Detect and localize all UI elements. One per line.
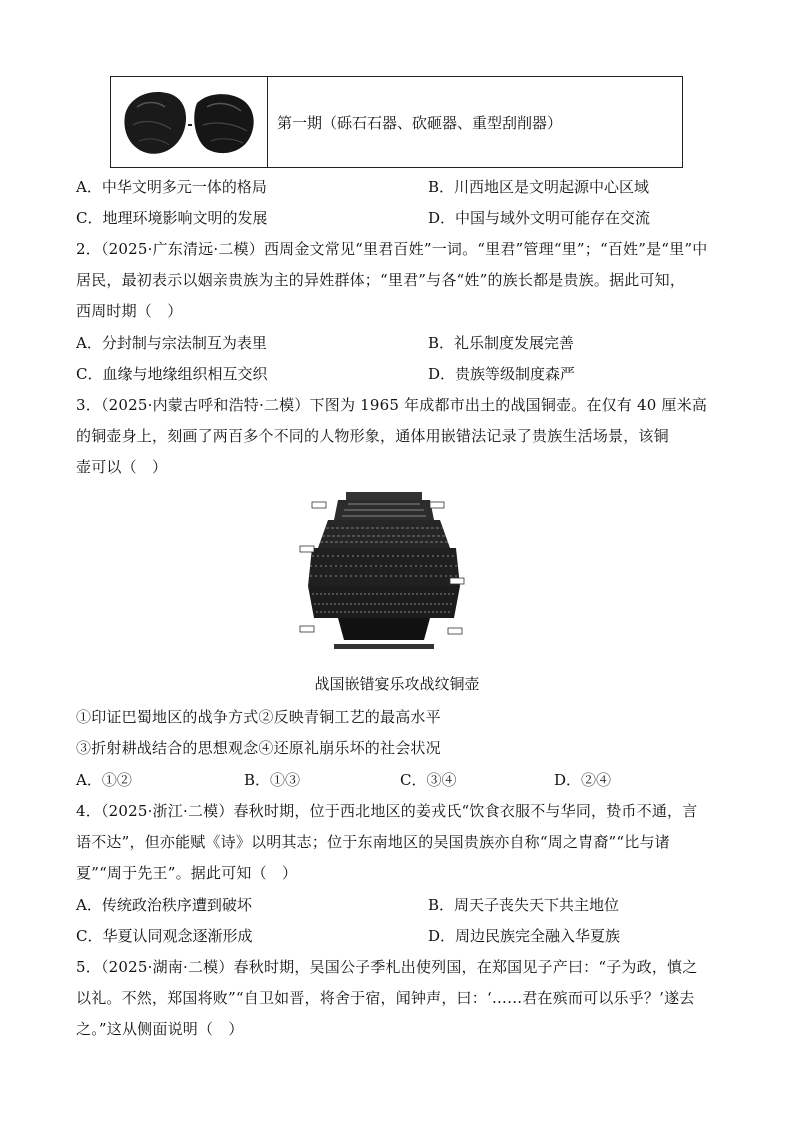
q3-stem-line2: 的铜壶身上，刻画了两百多个不同的人物形象，通体用嵌错法记录了贵族生活场景，该铜: [76, 427, 669, 445]
q3-items-line1: ①印证巴蜀地区的战争方式②反映青铜工艺的最高水平: [76, 708, 441, 726]
q5-stem-line2: 以礼。不然，郑国将败”“自卫如晋，将舍于宿，闻钟声，曰：‘……君在殡而可以乐乎？’遂去: [76, 989, 695, 1007]
q2-option-a[interactable]: A．分封制与宗法制互为表里: [76, 334, 267, 352]
stone-tool-image: [119, 85, 259, 159]
q1-option-b[interactable]: B．川西地区是文明起源中心区域: [428, 178, 650, 196]
q2-option-b[interactable]: B．礼乐制度发展完善: [428, 334, 575, 352]
figure-caption: 战国嵌错宴乐攻战纹铜壶: [314, 675, 480, 693]
q2-option-c[interactable]: C．血缘与地缘组织相互交织: [76, 365, 268, 383]
q2-stem-line2: 居民，最初表示以姻亲贵族为主的异姓群体；“里君”与各“姓”的族长都是贵族。据此可知，: [76, 271, 686, 289]
stone-tool-table: [110, 76, 683, 168]
q4-option-b[interactable]: B．周天子丧失天下共主地位: [428, 896, 620, 914]
q2-stem-line1: 2．（2025·广东清远·二模）西周金文常见“里君百姓”一词。“里君”管理“里”；“百姓”是“里”中: [76, 240, 708, 258]
q3-stem-line3: 壶可以（ ）: [76, 458, 168, 476]
q2-option-d[interactable]: D．贵族等级制度森严: [428, 365, 576, 383]
q4-stem-line1: 4．（2025·浙江·二模）春秋时期，位于西北地区的姜戎氏“饮食衣服不与华同，贽币不通，言: [76, 802, 698, 820]
q4-option-a[interactable]: A．传统政治秩序遭到破坏: [76, 896, 252, 914]
bronze-pot-figure: [298, 490, 470, 660]
q3-stem-line1: 3．（2025·内蒙古呼和浩特·二模）下图为 1965 年成都市出土的战国铜壶。在仅有 40 厘米高: [76, 396, 708, 414]
q1-option-a[interactable]: A．中华文明多元一体的格局: [76, 178, 267, 196]
q4-stem-line3: 夏”“周于先王”。据此可知（ ）: [76, 864, 298, 882]
q3-option-d[interactable]: D．②④: [554, 771, 612, 789]
q3-option-b[interactable]: B．①③: [244, 771, 301, 789]
q4-option-d[interactable]: D．周边民族完全融入华夏族: [428, 927, 621, 945]
q4-stem-line2: 语不达”，但亦能赋《诗》以明其志；位于东南地区的吴国贵族亦自称“周之胄裔”“比与诸: [76, 833, 670, 851]
q2-stem-line3: 西周时期（ ）: [76, 302, 183, 320]
q1-option-d[interactable]: D．中国与域外文明可能存在交流: [428, 209, 651, 227]
table-cell-text: 第一期（砾石石器、砍砸器、重型刮削器）: [277, 114, 563, 132]
q3-items-line2: ③折射耕战结合的思想观念④还原礼崩乐坏的社会状况: [76, 739, 441, 757]
q4-option-c[interactable]: C．华夏认同观念逐渐形成: [76, 927, 253, 945]
q5-stem-line3: 之。”这从侧面说明（ ）: [76, 1020, 244, 1038]
q1-option-c[interactable]: C．地理环境影响文明的发展: [76, 209, 268, 227]
q5-stem-line1: 5．（2025·湖南·二模）春秋时期，吴国公子季札出使列国，在郑国见子产曰：“子为政，慎之: [76, 958, 698, 976]
table-divider: [267, 77, 268, 167]
q3-option-a[interactable]: A．①②: [76, 771, 132, 789]
q3-option-c[interactable]: C．③④: [400, 771, 457, 789]
